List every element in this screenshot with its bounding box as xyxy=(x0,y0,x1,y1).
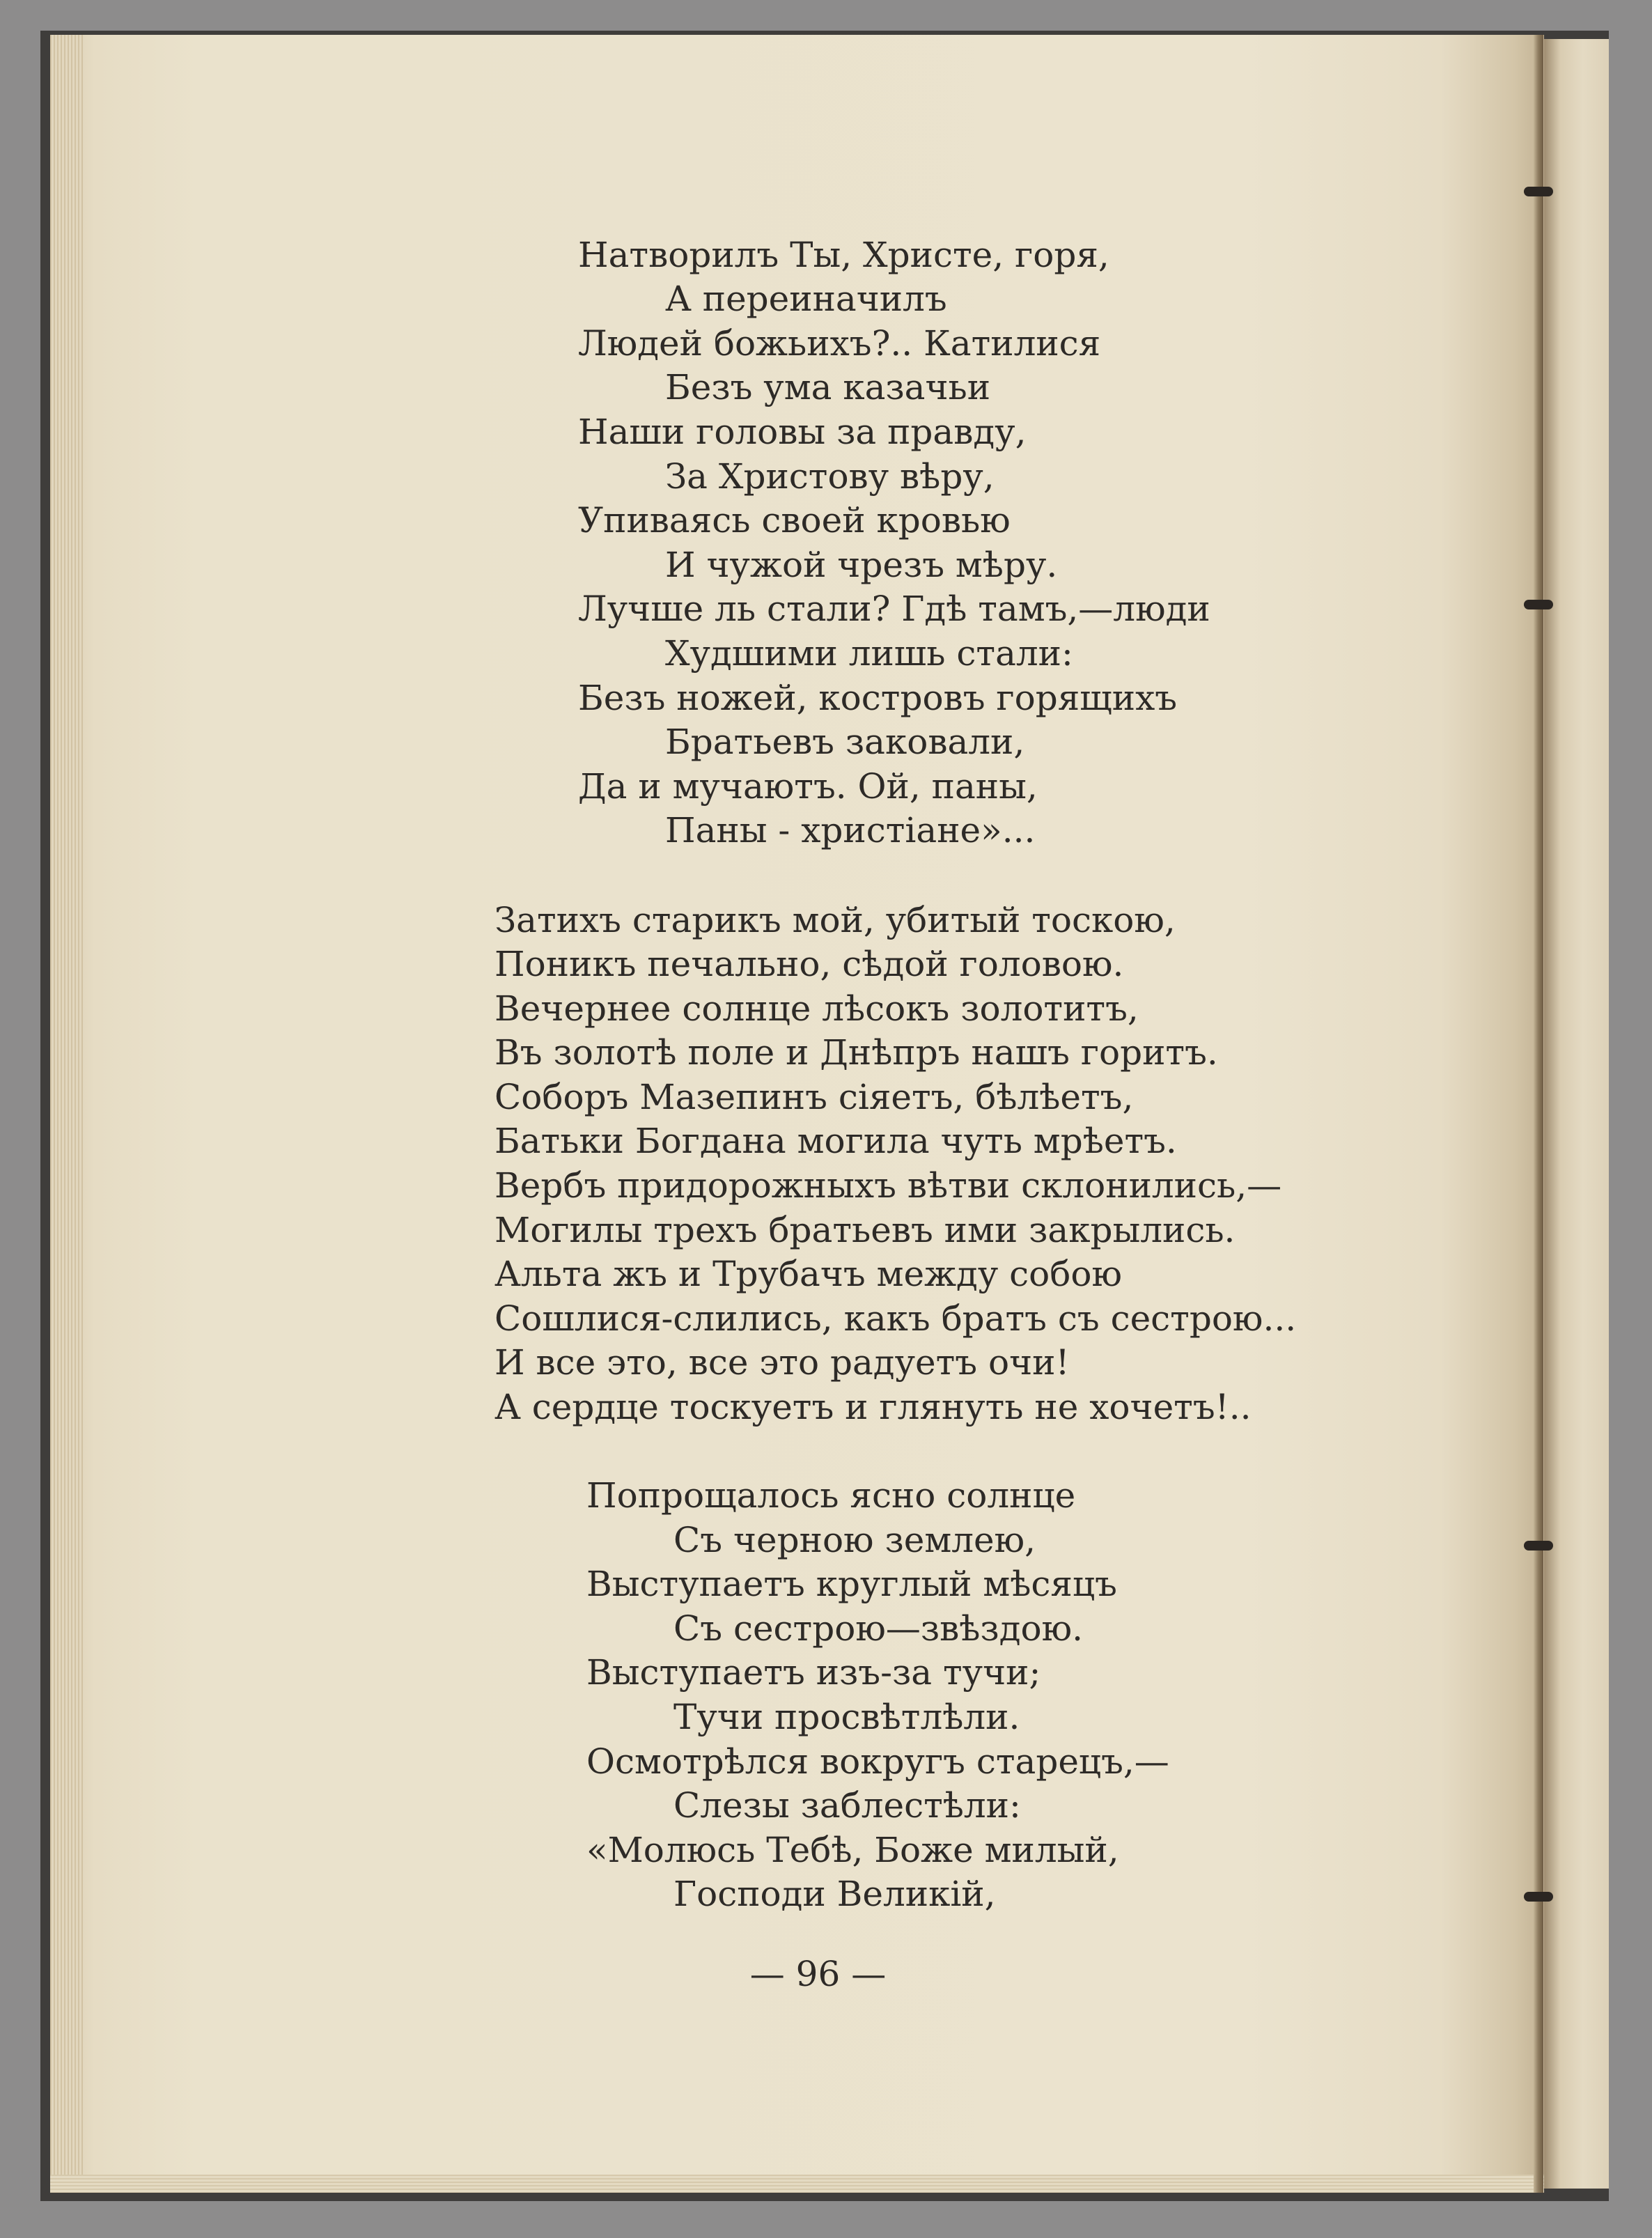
poem-line: Худшими лишь стали: xyxy=(665,633,1073,674)
poem-line: Наши головы за правду, xyxy=(578,412,1027,452)
poem-line: Осмотрѣлся вокругъ старецъ,— xyxy=(586,1741,1169,1782)
poem-line: Безъ ножей, костровъ горящихъ xyxy=(578,678,1178,718)
poem-line: Сошлися-слились, какъ братъ съ сестрою... xyxy=(494,1298,1297,1339)
book-spine-gutter xyxy=(1534,35,1543,2193)
poem-line: И чужой чрезъ мѣру. xyxy=(665,545,1058,585)
binding-stitch xyxy=(1524,600,1553,609)
facing-page-edge xyxy=(1544,39,1609,2189)
poem-line: Безъ ума казачьи xyxy=(665,367,991,407)
poem-line: Тучи просвѣтлѣли. xyxy=(673,1697,1020,1737)
page-number: — 96 — xyxy=(749,1954,887,1994)
poem-line: А переиначилъ xyxy=(665,279,947,319)
poem-line: Затихъ старикъ мой, убитый тоскою, xyxy=(494,900,1176,940)
poem-line: Соборъ Мазепинъ сіяетъ, бѣлѣетъ, xyxy=(494,1077,1134,1117)
poem-line: Выступаетъ изъ-за тучи; xyxy=(586,1652,1041,1693)
binding-stitch xyxy=(1524,187,1553,196)
poem-line: Натворилъ Ты, Христе, горя, xyxy=(578,235,1109,275)
poem-line: Въ золотѣ поле и Днѣпръ нашъ горитъ. xyxy=(494,1032,1218,1073)
poem-line: Батьки Богдана могила чуть мрѣетъ. xyxy=(494,1121,1177,1161)
poem-line: Да и мучаютъ. Ой, паны, xyxy=(578,766,1038,807)
poem-line: Братьевъ заковали, xyxy=(665,722,1025,762)
poem-line: Упиваясь своей кровью xyxy=(578,500,1011,541)
book-page xyxy=(50,35,1544,2193)
poem-line: «Молюсь Тебѣ, Боже милый, xyxy=(586,1830,1119,1870)
poem-line: Паны - христіане»... xyxy=(665,810,1036,850)
poem-line: Лучше ль стали? Гдѣ тамъ,—люди xyxy=(578,589,1210,629)
poem-line: Попрощалось ясно солнце xyxy=(586,1475,1076,1516)
page-edges-left xyxy=(50,35,84,2193)
poem-line: И все это, все это радуетъ очи! xyxy=(494,1342,1070,1383)
poem-line: Съ черною землею, xyxy=(673,1520,1036,1560)
poem-line: Могилы трехъ братьевъ ими закрылись. xyxy=(494,1210,1236,1250)
poem-line: Альта жъ и Трубачъ между собою xyxy=(494,1254,1123,1294)
poem-line: Вербъ придорожныхъ вѣтви склонились,— xyxy=(494,1165,1282,1206)
poem-line: Слезы заблестѣли: xyxy=(673,1785,1021,1826)
poem-line: Вечернее солнце лѣсокъ золотитъ, xyxy=(494,988,1139,1029)
binding-stitch xyxy=(1524,1541,1553,1551)
poem-line: За Христову вѣру, xyxy=(665,456,995,497)
binding-stitch xyxy=(1524,1892,1553,1902)
poem-line: Господи Великій, xyxy=(673,1874,996,1914)
poem-line: Съ сестрою—звѣздою. xyxy=(673,1608,1084,1649)
poem-line: Поникъ печально, сѣдой головою. xyxy=(494,944,1124,984)
page-edges-bottom xyxy=(50,2175,1544,2193)
poem-line: А сердце тоскуетъ и глянуть не хочетъ!.. xyxy=(494,1387,1252,1427)
poem-line: Людей божьихъ?.. Катилися xyxy=(578,323,1101,364)
poem-line: Выступаетъ круглый мѣсяцъ xyxy=(586,1564,1117,1604)
